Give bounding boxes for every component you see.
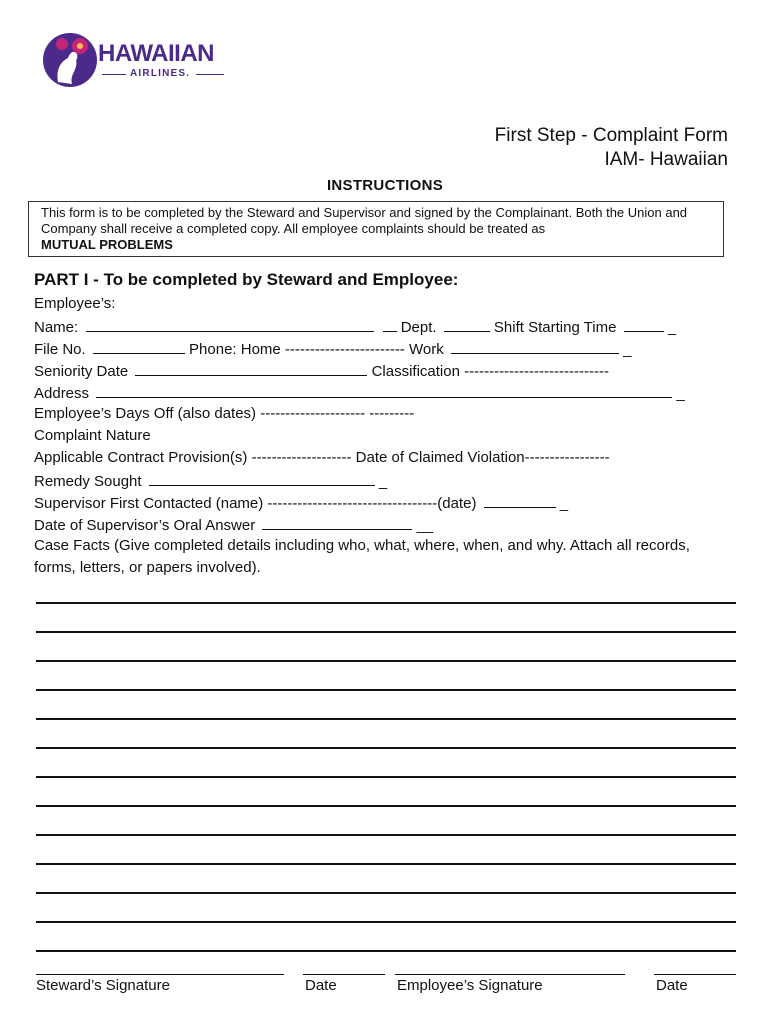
- case-facts-line[interactable]: [36, 950, 736, 952]
- case-facts-line[interactable]: [36, 892, 736, 894]
- shift-tail: _: [667, 319, 677, 336]
- case-facts-line[interactable]: [36, 863, 736, 865]
- oral-tail: __: [416, 517, 434, 534]
- employee-signature-label: Employee’s Signature: [397, 977, 543, 994]
- oral-field[interactable]: [262, 513, 412, 530]
- name-row: [34, 315, 734, 337]
- case-facts-line[interactable]: [36, 805, 736, 807]
- case-facts-line[interactable]: [36, 834, 736, 836]
- case-facts-line[interactable]: [36, 602, 736, 604]
- supervisor-date-field[interactable]: [484, 491, 556, 508]
- complaint-label: Complaint Nature: [34, 427, 151, 444]
- work-tail: _: [623, 341, 632, 358]
- employee-signature-line[interactable]: [395, 974, 625, 975]
- seniority-label: Seniority Date: [34, 363, 129, 380]
- case-facts-line[interactable]: [36, 776, 736, 778]
- remedy-tail: _: [378, 473, 388, 490]
- part1-fields: [34, 293, 734, 579]
- days-off-label: Employee’s Days Off (also dates) --------------------- ---------: [34, 405, 415, 422]
- case-facts-line[interactable]: [36, 747, 736, 749]
- address-label: Address: [34, 385, 90, 402]
- seniority-row: [34, 359, 734, 381]
- steward-signature-label: Steward’s Signature: [36, 977, 170, 994]
- remedy-label: Remedy Sought: [34, 473, 142, 490]
- file-row: [34, 337, 734, 359]
- oral-row: [34, 513, 734, 535]
- logo-subtext: AIRLINES.: [130, 68, 191, 79]
- shift-label: Shift Starting Time: [493, 319, 617, 336]
- address-field[interactable]: [96, 381, 672, 398]
- address-row: [34, 381, 734, 403]
- file-field[interactable]: [93, 337, 185, 354]
- name-label: Name:: [34, 319, 79, 336]
- pualani-logo-icon: [40, 32, 100, 88]
- logo-wordmark: HAWAIIAN: [98, 40, 214, 67]
- logo-rule-left: [102, 74, 126, 75]
- seniority-field[interactable]: [135, 359, 367, 376]
- oral-label: Date of Supervisor’s Oral Answer: [34, 517, 256, 534]
- contract-label: Applicable Contract Provision(s) -------------------- Date of Claimed Violation-----------------: [34, 449, 610, 466]
- employees-label: Employee’s:: [34, 295, 116, 312]
- address-tail: _: [676, 385, 685, 402]
- instructions-body: This form is to be completed by the Steward and Supervisor and signed by the Complainant. Both the Union and Company shall receive a completed copy. All employee complaints should be treated as: [41, 205, 688, 236]
- dept-field[interactable]: [444, 315, 490, 332]
- classification-label: Classification -----------------------------: [371, 363, 609, 380]
- part1-heading: PART I - To be completed by Steward and Employee:: [34, 270, 459, 289]
- name-field-tail[interactable]: [383, 315, 397, 332]
- instructions-heading: INSTRUCTIONS: [326, 177, 444, 194]
- instructions-box: [28, 201, 724, 257]
- date2-label: Date: [656, 977, 688, 994]
- name-field[interactable]: [86, 315, 374, 332]
- form-title-line1: First Step - Complaint Form: [494, 125, 728, 146]
- case-facts-line[interactable]: [36, 631, 736, 633]
- phone-label: Phone: Home ------------------------: [189, 341, 405, 358]
- logo-rule-right: [196, 74, 224, 75]
- work-label: Work: [408, 341, 444, 358]
- case-facts-line[interactable]: [36, 660, 736, 662]
- instructions-emphasis: MUTUAL PROBLEMS: [41, 237, 173, 252]
- form-title-line2: IAM- Hawaiian: [604, 149, 728, 170]
- supervisor-tail: _: [559, 495, 569, 512]
- remedy-field[interactable]: [149, 469, 375, 486]
- file-label: File No.: [34, 341, 86, 358]
- case-facts-line[interactable]: [36, 689, 736, 691]
- supervisor-label: Supervisor First Contacted (name) ----------------------------------(date): [34, 495, 477, 512]
- steward-signature-line[interactable]: [36, 974, 284, 975]
- work-field[interactable]: [451, 337, 619, 354]
- case-facts-line[interactable]: [36, 921, 736, 923]
- case-facts-label: Case Facts (Give completed details including who, what, where, when, and why. Attach all records, forms, letters, or papers involved).: [34, 537, 690, 576]
- supervisor-row: [34, 491, 734, 513]
- dept-label: Dept.: [400, 319, 437, 336]
- shift-field[interactable]: [624, 315, 664, 332]
- date1-label: Date: [305, 977, 337, 994]
- case-facts-line[interactable]: [36, 718, 736, 720]
- form-title: [495, 124, 728, 172]
- date1-line[interactable]: [303, 974, 385, 975]
- remedy-row: [34, 469, 734, 491]
- hawaiian-airlines-logo: [40, 32, 230, 90]
- date2-line[interactable]: [654, 974, 736, 975]
